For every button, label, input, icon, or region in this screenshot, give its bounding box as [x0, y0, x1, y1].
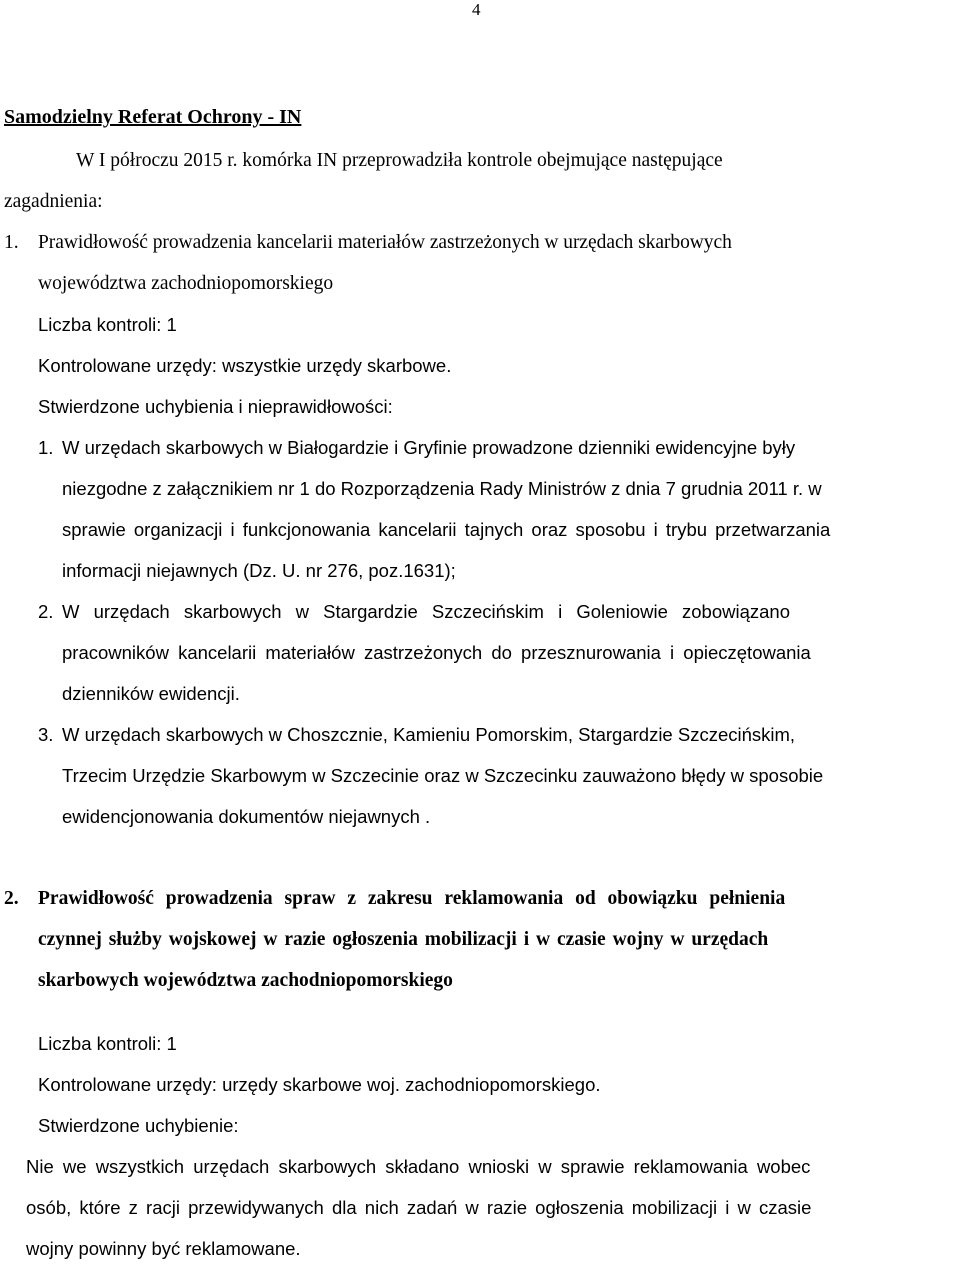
finding-1-line-2: niezgodne z załącznikiem nr 1 do Rozporządzenia Rady Ministrów z dnia 7 grudnia 2011 r. w: [62, 478, 822, 499]
section2-findings-label: Stwierdzone uchybienie:: [38, 1115, 239, 1136]
finding-2-line-1-text: W urzędach skarbowych w Stargardzie Szczecińskim i Goleniowie zobowiązano: [62, 601, 791, 622]
section-heading: Samodzielny Referat Ochrony - IN: [4, 106, 302, 128]
section1-findings-label: Stwierdzone uchybienia i nieprawidłowości:: [38, 396, 393, 417]
finding-1-number: 1.: [38, 437, 54, 458]
finding-1-line-1: W urzędach skarbowych w Białogardzie i Gryfinie prowadzone dzienniki ewidencyjne były: [62, 437, 796, 458]
finding-2-line-1: [62, 600, 790, 624]
page-number: 4: [472, 0, 481, 19]
section2-title-line-1: [38, 887, 785, 911]
finding-2-line-2-text: pracowników kancelarii materiałów zastrzeżonych do przesznurowania i opieczętowania: [62, 642, 811, 663]
section2-finding-line-2-text: osób, które z racji przewidywanych dla nich zadań w razie ogłoszenia mobilizacji i w czasie: [26, 1197, 812, 1218]
finding-2-line-2: [62, 641, 811, 665]
section1-title-line-2: województwa zachodniopomorskiego: [38, 273, 334, 294]
section1-count: Liczba kontroli: 1: [38, 314, 177, 335]
section2-title-line-1-text: Prawidłowość prowadzenia spraw z zakresu reklamowania od obowiązku pełnienia: [38, 888, 786, 909]
finding-3-line-3: ewidencjonowania dokumentów niejawnych .: [62, 806, 431, 827]
finding-1-line-4: informacji niejawnych (Dz. U. nr 276, poz.1631);: [62, 560, 456, 581]
finding-2-number: 2.: [38, 601, 54, 622]
section2-title-line-3: skarbowych województwa zachodniopomorskiego: [38, 970, 453, 991]
section1-title-text: Prawidłowość prowadzenia kancelarii materiałów zastrzeżonych w urzędach skarbowych: [38, 232, 732, 253]
section1-number: 1.: [4, 232, 19, 253]
section2-number: 2.: [4, 888, 19, 909]
finding-1-line-3: [62, 518, 954, 542]
section2-finding-line-1-text: Nie we wszystkich urzędach skarbowych składano wnioski w sprawie reklamowania wobec: [26, 1156, 811, 1177]
section2-finding-line-2: [26, 1196, 811, 1220]
intro-line-2: zagadnienia:: [4, 191, 103, 212]
section2-count: Liczba kontroli: 1: [38, 1033, 177, 1054]
section1-title-line-1: [38, 231, 956, 255]
finding-1-line-3-text: sprawie organizacji i funkcjonowania kancelarii tajnych oraz sposobu i trybu przetwarzania: [62, 519, 831, 540]
intro-line-1: [76, 149, 956, 173]
section2-finding-line-3: wojny powinny być reklamowane.: [26, 1238, 301, 1259]
finding-2-line-3: dzienników ewidencji.: [62, 683, 240, 704]
section1-offices: Kontrolowane urzędy: wszystkie urzędy skarbowe.: [38, 355, 452, 376]
section2-offices: Kontrolowane urzędy: urzędy skarbowe woj. zachodniopomorskiego.: [38, 1074, 601, 1095]
intro-text: W I półroczu 2015 r. komórka IN przeprowadziła kontrole obejmujące następujące: [76, 150, 723, 171]
finding-3-line-1: W urzędach skarbowych w Choszcznie, Kamieniu Pomorskim, Stargardzie Szczecińskim,: [62, 724, 796, 745]
finding-3-number: 3.: [38, 724, 54, 745]
section2-finding-line-1: [26, 1155, 810, 1179]
finding-3-line-2: Trzecim Urzędzie Skarbowym w Szczecinie oraz w Szczecinku zauważono błędy w sposobie: [62, 765, 824, 786]
section2-title-line-2-text: czynnej służby wojskowej w razie ogłoszenia mobilizacji i w czasie wojny w urzędach: [38, 929, 769, 950]
section2-title-line-2: [38, 928, 768, 952]
